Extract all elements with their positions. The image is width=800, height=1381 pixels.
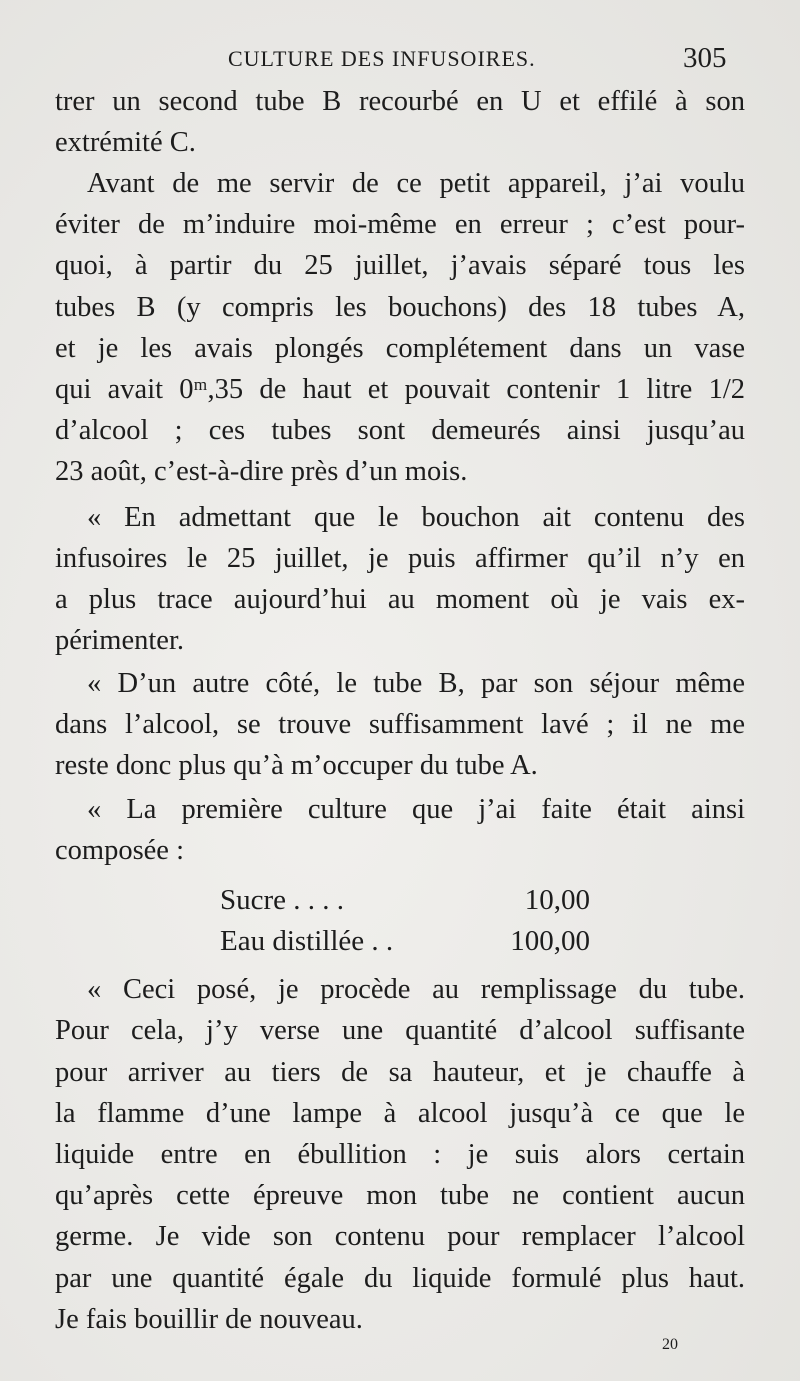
page-number: 305 (683, 42, 727, 74)
text-line: d’alcool ; ces tubes sont demeurés ainsi jusqu’au (55, 415, 745, 446)
recipe-ingredient: Sucre . . . . (220, 884, 345, 916)
text-line: 23 août, c’est-à-dire près d’un mois. (55, 456, 468, 487)
text-line: reste donc plus qu’à m’occuper du tube A. (55, 750, 538, 781)
recipe-row (220, 921, 590, 961)
text-line: dans l’alcool, se trouve suffisamment lavé ; il ne me (55, 709, 745, 740)
text-line: pour arriver au tiers de sa hauteur, et je chauffe à (55, 1057, 745, 1088)
text-line: et je les avais plongés complétement dans un vase (55, 333, 745, 364)
text-line: qui avait 0ᵐ,35 de haut et pouvait contenir 1 litre 1/2 (55, 374, 745, 405)
text-line: « D’un autre côté, le tube B, par son séjour même (87, 668, 745, 699)
text-line: « Ceci posé, je procède au remplissage du tube. (87, 974, 745, 1005)
page-header (0, 42, 800, 82)
text-line: la flamme d’une lampe à alcool jusqu’à ce que le (55, 1098, 745, 1129)
text-line: composée : (55, 835, 185, 866)
text-line: quoi, à partir du 25 juillet, j’avais séparé tous les (55, 250, 745, 281)
text-line: périmenter. (55, 625, 184, 656)
text-line: tubes B (y compris les bouchons) des 18 tubes A, (55, 292, 745, 323)
text-line: a plus trace aujourd’hui au moment où je vais ex- (55, 584, 745, 615)
text-line: Je fais bouillir de nouveau. (55, 1304, 363, 1335)
text-line: infusoires le 25 juillet, je puis affirmer qu’il n’y en (55, 543, 745, 574)
text-line: par une quantité égale du liquide formulé plus haut. (55, 1263, 745, 1294)
recipe-quantity: 100,00 (510, 925, 590, 957)
text-line: Avant de me servir de ce petit appareil, j’ai voulu (87, 168, 745, 199)
recipe-ingredient: Eau distillée . . (220, 925, 394, 957)
text-line: trer un second tube B recourbé en U et effilé à son (55, 86, 745, 117)
text-line: « La première culture que j’ai faite était ainsi (87, 794, 745, 825)
text-line: Pour cela, j’y verse une quantité d’alcool suffisante (55, 1015, 745, 1046)
recipe-quantity: 10,00 (524, 884, 590, 916)
text-line: liquide entre en ébullition : je suis alors certain (55, 1139, 745, 1170)
running-title: CULTURE DES INFUSOIRES. (228, 46, 536, 71)
signature-mark: 20 (662, 1336, 678, 1353)
text-line: éviter de m’induire moi-même en erreur ; c’est pour- (55, 209, 745, 240)
recipe-row (220, 880, 590, 920)
text-line: germe. Je vide son contenu pour remplacer l’alcool (55, 1221, 745, 1252)
text-line: extrémité C. (55, 127, 196, 158)
text-line: qu’après cette épreuve mon tube ne contient aucun (55, 1180, 745, 1211)
text-line: « En admettant que le bouchon ait contenu des (87, 502, 745, 533)
